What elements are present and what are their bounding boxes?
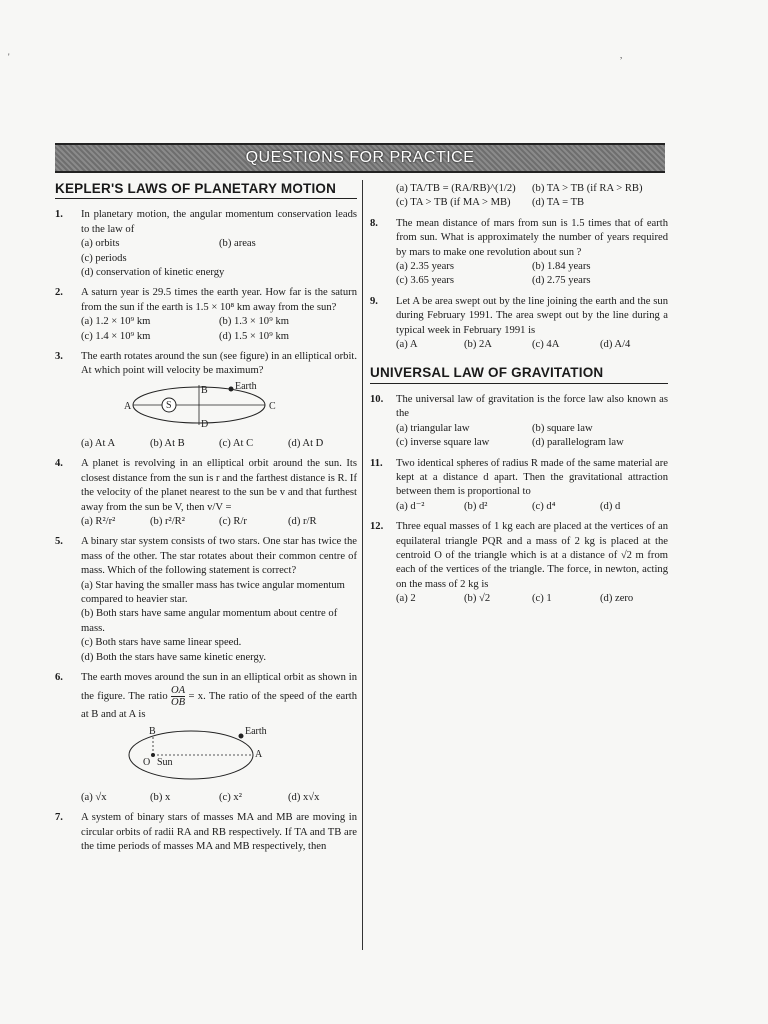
label-a: A: [255, 748, 263, 760]
option-c[interactable]: (c) 1.4 × 10⁹ km: [81, 330, 151, 342]
question-text: A planet is revolving in an elliptical orbit around the sun. Its closest distance from the sun is r and the farthest distance is R. If the velocity of the planet nearest to the sun be v and that furthest away from the sun be V, then v/V =: [81, 458, 357, 513]
option-b[interactable]: (b) square law: [532, 422, 593, 434]
label-earth: Earth: [245, 725, 267, 737]
option-c[interactable]: (c) 4A: [532, 339, 560, 351]
question-11: [370, 457, 668, 515]
question-4: [55, 457, 357, 529]
right-column: [370, 182, 668, 613]
option-a[interactable]: (a) orbits: [81, 238, 120, 250]
left-column: [55, 182, 357, 860]
option-b[interactable]: (b) x: [150, 791, 171, 803]
option-b[interactable]: (b) areas: [219, 238, 256, 250]
question-3: [55, 350, 357, 451]
option-d[interactable]: (d) r/R: [288, 515, 317, 527]
option-a[interactable]: (a) TA/TB = (RA/RB)^(1/2): [396, 183, 516, 194]
question-text: In planetary motion, the angular momentum conservation leads to the law of: [81, 209, 357, 235]
option-a[interactable]: (a) 2: [396, 593, 416, 605]
question-text: The mean distance of mars from sun is 1.5 times that of earth from sun. What is approximately the number of years required by mars to make one revolution about sun ?: [396, 217, 668, 258]
question-number: 6.: [55, 671, 63, 683]
options: [396, 260, 668, 289]
question-text: A binary star system consists of two stars. One star has twice the mass of the other. The star rotates about their common centre of mass. Which of the following statement is correct?: [81, 536, 357, 577]
question-text: Let A be area swept out by the line joining the earth and the sun during February 1991. The area swept out by the line during a typical week in February 1991 is: [396, 295, 668, 336]
question-number: 5.: [55, 536, 63, 548]
question-number: 8.: [370, 217, 378, 229]
question-number: 2.: [55, 287, 63, 299]
options: [81, 515, 357, 529]
option-c[interactable]: (c) inverse square law: [396, 437, 490, 449]
option-a[interactable]: (a) 2.35 years: [396, 261, 454, 273]
column-divider: [362, 180, 363, 950]
ratio-denominator: OB: [170, 697, 186, 709]
section-heading-gravitation: UNIVERSAL LAW OF GRAVITATION: [370, 366, 668, 383]
label-d: D: [201, 418, 209, 430]
question-number: 7.: [55, 812, 63, 824]
label-s: S: [166, 399, 172, 411]
option-a[interactable]: (a) R²/r²: [81, 515, 116, 527]
option-d[interactable]: (d) x√x: [288, 791, 320, 803]
option-a[interactable]: (a) A: [396, 339, 418, 351]
earth-dot: [239, 733, 244, 738]
option-b[interactable]: (b) √2: [464, 593, 491, 605]
option-c[interactable]: (c) d⁴: [532, 500, 556, 512]
corner-mark-right: ,: [620, 50, 623, 60]
question-6: [55, 671, 357, 805]
question-5: [55, 535, 357, 665]
label-sun: Sun: [157, 756, 173, 768]
question-number: 3.: [55, 351, 63, 363]
option-c[interactable]: (c) periods: [81, 252, 127, 264]
options: [396, 422, 668, 451]
question-number: 11.: [370, 457, 383, 469]
question-text: [81, 671, 357, 723]
option-c[interactable]: (c) x²: [219, 791, 242, 803]
options: [396, 182, 668, 211]
label-b: B: [201, 384, 208, 396]
question-text: A system of binary stars of masses MA and MB are moving in circular orbits of radii RA and RB respectively. If TA and TB are the time periods of masses MA and MB respectively, then: [81, 812, 357, 852]
option-a[interactable]: (a) Star having the smaller mass has twice angular momentum compared to heavier star.: [81, 579, 345, 605]
option-d[interactable]: (d) Both the stars have same kinetic energy.: [81, 651, 267, 663]
option-d[interactable]: (d) A/4: [600, 339, 631, 351]
question-12: [370, 520, 668, 606]
options: [396, 338, 668, 352]
option-d[interactable]: (d) At D: [288, 437, 324, 449]
question-text: The earth rotates around the sun (see figure) in an elliptical orbit. At which point will velocity be maximum?: [81, 351, 357, 377]
option-c[interactable]: (c) At C: [219, 437, 254, 449]
corner-mark-left: ': [8, 52, 10, 62]
option-d[interactable]: (d) d: [600, 500, 621, 512]
question-text: The universal law of gravitation is the force law also known as the: [396, 393, 668, 420]
option-d[interactable]: (d) 2.75 years: [532, 275, 591, 287]
question-text: Two identical spheres of radius R made of the same material are kept at a distance d apart. Then the gravitational attraction between them is proportional to: [396, 457, 668, 498]
option-b[interactable]: (b) 1.84 years: [532, 261, 591, 273]
option-c[interactable]: (c) Both stars have same linear speed.: [81, 637, 242, 649]
option-d[interactable]: (d) 1.5 × 10⁹ km: [219, 330, 289, 342]
question-2: [55, 286, 357, 344]
question-text: Three equal masses of 1 kg each are placed at the vertices of an equilateral triangle PQR and a mass of 2 kg is placed at the centroid O of the triangle which is at a distance of √2 m from each of the vertices of the triangle. The force, in newton, acting on the mass of 2 kg is: [396, 521, 668, 590]
question-number: 9.: [370, 295, 378, 307]
question-7-options: [370, 182, 668, 211]
question-8: [370, 217, 668, 289]
label-a: A: [124, 400, 132, 412]
option-d[interactable]: (d) parallelogram law: [532, 437, 624, 449]
option-c[interactable]: (c) 3.65 years: [396, 275, 454, 287]
label-b: B: [149, 725, 156, 737]
label-earth: Earth: [235, 380, 257, 392]
orbit-figure-q6: [121, 725, 281, 785]
question-number: 1.: [55, 209, 63, 221]
section-heading-kepler: KEPLER'S LAWS OF PLANETARY MOTION: [55, 182, 357, 199]
label-c: C: [269, 400, 276, 412]
question-9: [370, 295, 668, 353]
ratio-fraction: [171, 685, 185, 708]
options: [396, 592, 668, 606]
option-b[interactable]: (b) 1.3 × 10⁹ km: [219, 316, 289, 328]
option-b[interactable]: (b) TA > TB (if RA > RB): [532, 183, 643, 194]
earth-dot: [229, 386, 234, 391]
orbit-figure-q3: [121, 381, 281, 431]
option-d[interactable]: (d) zero: [600, 593, 634, 605]
option-c[interactable]: (c) R/r: [219, 515, 247, 527]
question-1: [55, 208, 357, 280]
option-a[interactable]: (a) At A: [81, 437, 116, 449]
option-a[interactable]: (a) √x: [81, 791, 107, 803]
header-title: QUESTIONS FOR PRACTICE: [245, 149, 475, 166]
question-number: 10.: [370, 393, 384, 405]
question-number: 4.: [55, 458, 63, 470]
option-b[interactable]: (b) r²/R²: [150, 515, 185, 527]
question-10: [370, 393, 668, 451]
option-d[interactable]: (d) conservation of kinetic energy: [81, 267, 225, 279]
question-text-part-b: = x. The ratio of the speed of the earth at B and at A is: [81, 691, 358, 721]
question-number: 12.: [370, 521, 384, 533]
ratio-numerator: OA: [170, 685, 186, 697]
option-a[interactable]: (a) 1.2 × 10⁹ km: [81, 316, 151, 328]
question-text: A saturn year is 29.5 times the earth year. How far is the saturn from the sun if the earth is 1.5 × 10⁸ km away from the sun?: [81, 287, 357, 313]
option-c[interactable]: (c) 1: [532, 593, 552, 605]
option-d[interactable]: (d) TA = TB: [532, 197, 585, 209]
option-b[interactable]: (b) 2A: [464, 339, 492, 351]
options: [81, 237, 357, 251]
sun-dot: [151, 753, 155, 757]
header-banner: [55, 143, 665, 173]
option-a[interactable]: (a) d⁻²: [396, 500, 425, 512]
question-7: [55, 811, 357, 854]
option-b[interactable]: (b) d²: [464, 500, 488, 512]
option-b[interactable]: (b) Both stars have same angular momentum about centre of mass.: [81, 608, 338, 634]
options: [396, 500, 668, 514]
options: [81, 791, 357, 805]
option-c[interactable]: (c) TA > TB (if MA > MB): [396, 197, 511, 209]
options: [81, 437, 357, 451]
option-a[interactable]: (a) triangular law: [396, 422, 470, 434]
options: [81, 315, 357, 344]
question-text-part-a: The earth moves around the sun in an elliptical orbit as shown in the figure. The ratio: [81, 671, 357, 703]
option-b[interactable]: (b) At B: [150, 437, 185, 449]
label-o: O: [143, 756, 151, 768]
